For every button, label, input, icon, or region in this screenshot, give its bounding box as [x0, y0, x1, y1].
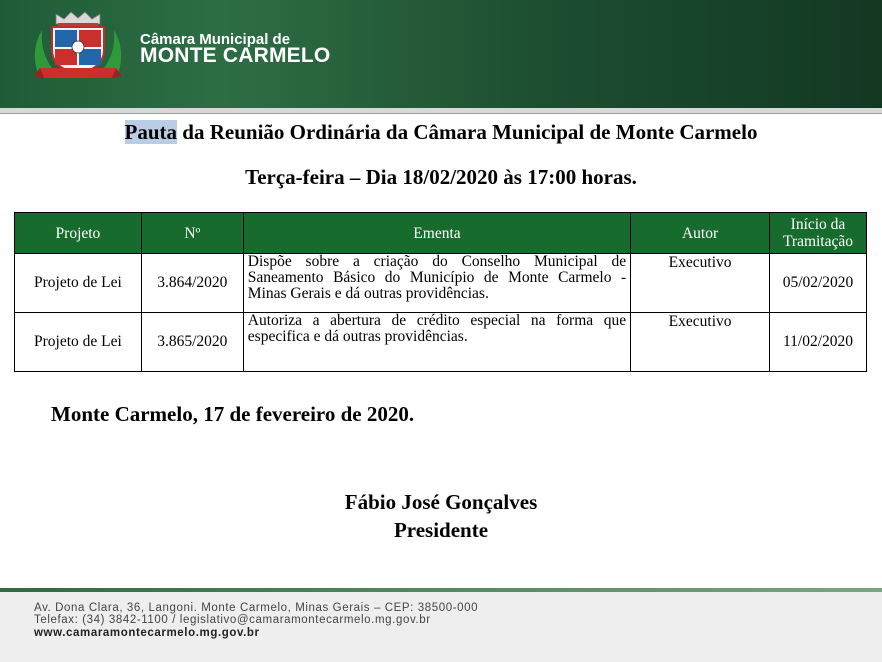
cell-autor: Executivo: [631, 313, 770, 372]
title-text: da Reunião Ordinária da Câmara Municipal de Monte Carmelo: [177, 120, 758, 144]
footer-website-link[interactable]: www.camaramontecarmelo.mg.gov.br: [34, 627, 260, 639]
cell-numero: 3.864/2020: [141, 254, 243, 313]
cell-inicio: 11/02/2020: [770, 313, 867, 372]
title-highlighted-word: Pauta: [124, 120, 178, 144]
cell-ementa: Dispõe sobre a criação do Conselho Municipal de Saneamento Básico do Município de Monte Carmelo - Minas Gerais e dá outras providências.: [243, 254, 630, 313]
cell-inicio: 05/02/2020: [770, 254, 867, 313]
column-header-ementa: Ementa: [243, 213, 630, 254]
signatory-name: Fábio José Gonçalves: [344, 490, 538, 514]
org-name-line1: Câmara Municipal de: [140, 31, 291, 48]
table-row: [15, 313, 867, 372]
agenda-table: [14, 212, 867, 372]
coat-of-arms-icon: [28, 10, 128, 82]
cell-projeto: Projeto de Lei: [15, 254, 142, 313]
footer-address: Av. Dona Clara, 36, Langoni. Monte Carmelo, Minas Gerais – CEP: 38500-000: [34, 602, 479, 614]
cell-numero: 3.865/2020: [141, 313, 243, 372]
column-header-inicio: Início da Tramitação: [770, 213, 867, 254]
table-header-row: [15, 213, 867, 254]
cell-ementa: Autoriza a abertura de crédito especial na forma que especifica e dá outras providências.: [243, 313, 630, 372]
footer-contact: Telefax: (34) 3842-1100 / legislativo@camaramontecarmelo.mg.gov.br: [34, 614, 431, 626]
place-and-date: Monte Carmelo, 17 de fevereiro de 2020.: [51, 402, 415, 426]
page-title: [0, 120, 882, 145]
org-name-line2: MONTE CARMELO: [140, 44, 331, 67]
signatory-role: Presidente: [393, 518, 489, 542]
column-header-autor: Autor: [631, 213, 770, 254]
header-divider: [0, 108, 882, 114]
column-header-projeto: Projeto: [15, 213, 142, 254]
column-header-numero: Nº: [141, 213, 243, 254]
header-banner: [0, 0, 882, 108]
meeting-date: Terça-feira – Dia 18/02/2020 às 17:00 horas.: [245, 165, 637, 189]
cell-autor: Executivo: [631, 254, 770, 313]
table-row: [15, 254, 867, 313]
cell-projeto: Projeto de Lei: [15, 313, 142, 372]
